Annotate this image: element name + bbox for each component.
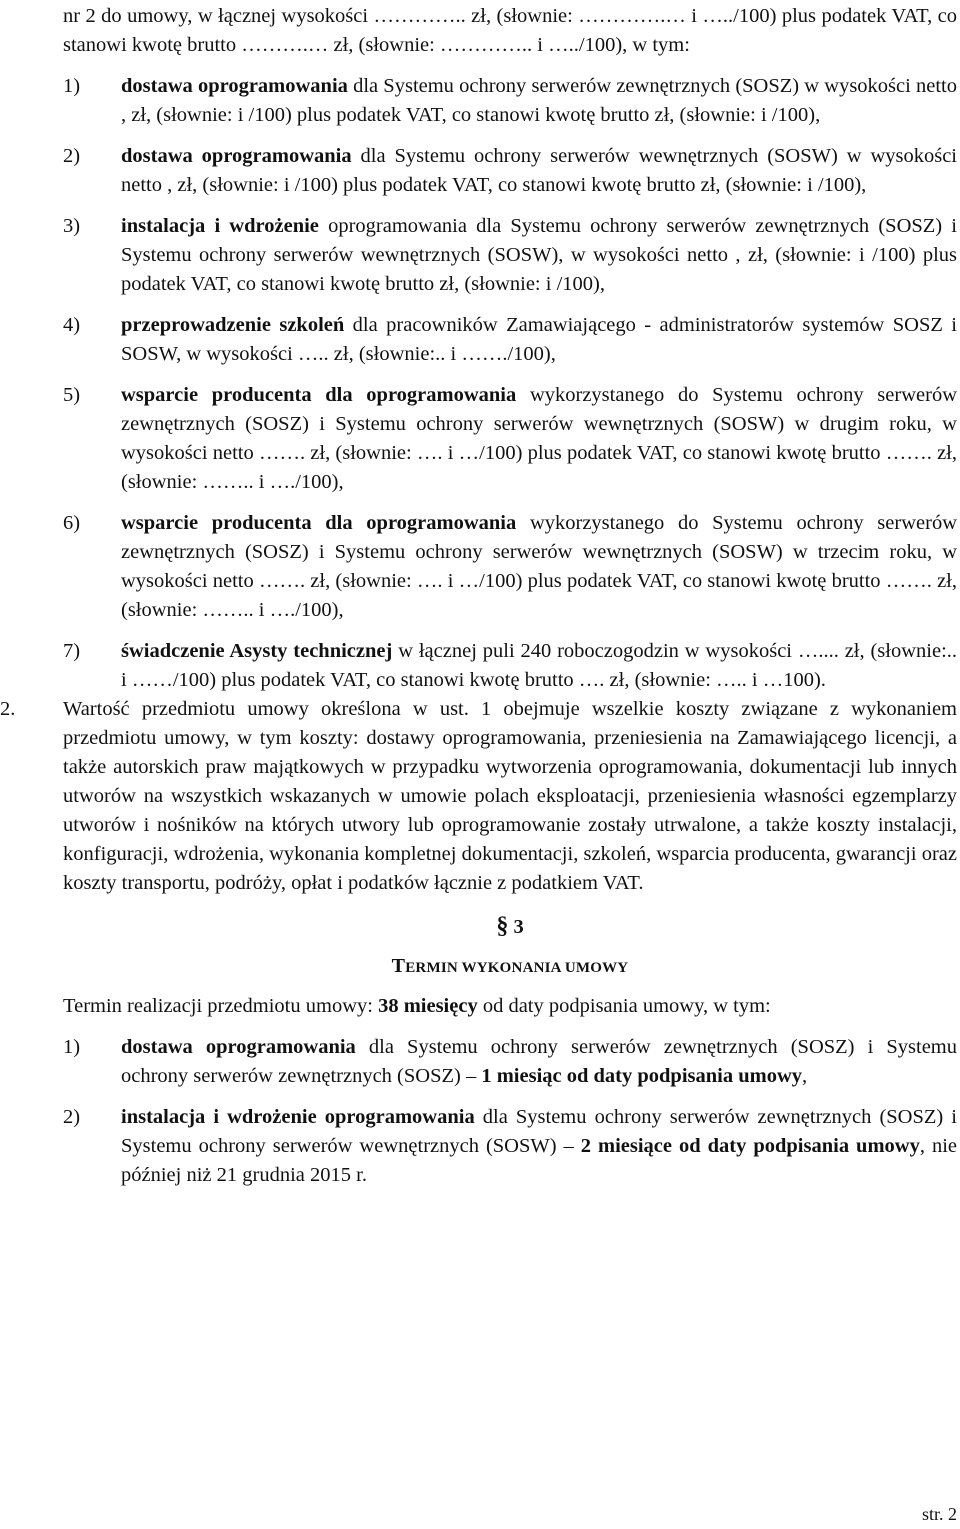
- cost-item-6: [63, 509, 957, 625]
- term-item-2: [63, 1103, 957, 1190]
- cost-item-7: [63, 637, 957, 695]
- item-deadline: 1 miesiąc od daty podpisania umowy: [481, 1065, 802, 1087]
- point-text: Wartość przedmiotu umowy określona w ust. 1 obejmuje wszelkie koszty związane z wykonaniem przedmiotu umowy, w tym koszty: dostawy oprogramowania, przeniesienia na Zamawiającego licencji, a także autorskich praw majątkowych w przypadku wytworzenia oprogramowania, dokumentacji lub innych utworów na wszystkich wskazanych w umowie polach eksploatacji, przeniesienia własności egzemplarzy utworów i nośników na których utwory lub oprogramowanie zostały utrwalone, a także koszty instalacji, konfiguracji, wdrożenia, wykonania kompletnej dokumentacji, szkoleń, wsparcia producenta, gwarancji oraz koszty transportu, podróży, opłat i podatków łącznie z podatkiem VAT.: [63, 698, 957, 894]
- cost-item-5: [63, 381, 957, 497]
- section-mark: [63, 912, 957, 942]
- item-text: w łącznej puli 240 roboczogodzin w wysokości ….... zł, (słownie:.. i ……/100) plus podatek VAT, co stanowi kwotę brutto …. zł, (słownie: ….. i …100).: [121, 640, 958, 691]
- term-item-1: [63, 1033, 957, 1091]
- item-number: 4): [63, 314, 81, 336]
- cost-item-1: [63, 72, 957, 130]
- item-number: 6): [63, 512, 81, 534]
- item-text: dla pracowników Zamawiającego - administratorów systemów SOSZ i SOSW, w wysokości ….. zł, (słownie:.. i ……./100),: [121, 314, 957, 365]
- term-lead-paragraph: [63, 992, 957, 1021]
- term-items-list: [63, 1033, 957, 1190]
- item-text: dla Systemu ochrony serwerów wewnętrznych (SOSW) w wysokości netto , zł, (słownie: i /100) plus podatek VAT, co stanowi kwotę brutto zł, (słownie: i /100),: [121, 145, 957, 196]
- item-number: 2): [63, 1106, 81, 1128]
- item-text: dla Systemu ochrony serwerów zewnętrznych (SOSZ) i Systemu ochrony serwerów zewnętrznych (SOSZ) –: [121, 1036, 957, 1087]
- item-text: wykorzystanego do Systemu ochrony serwerów zewnętrznych (SOSZ) i Systemu ochrony serwerów wewnętrznych (SOSW) w trzecim roku, w wysokości netto ……. zł, (słownie: …. i …/100) plus podatek VAT, co stanowi kwotę brutto ……. zł, (słownie: …….. i …./100),: [121, 512, 957, 621]
- item-bold-lead: przeprowadzenie szkoleń: [121, 314, 345, 336]
- item-bold-lead: wsparcie producenta dla oprogramowania: [121, 512, 517, 534]
- term-text-before: Termin realizacji przedmiotu umowy:: [63, 995, 379, 1017]
- cost-item-2: [63, 142, 957, 200]
- item-bold-lead: dostawa oprogramowania: [121, 1036, 356, 1058]
- section-sign: §: [496, 913, 509, 939]
- term-duration: 38 miesięcy: [378, 995, 478, 1017]
- heading-rest: ERMIN WYKONANIA UMOWY: [405, 960, 629, 976]
- item-bold-lead: instalacja i wdrożenie oprogramowania: [121, 1106, 475, 1128]
- intro-paragraph: nr 2 do umowy, w łącznej wysokości ………….. zł, (słownie: ………….… i …../100) plus podatek VAT, co stanowi kwotę brutto ……….… zł, (słownie: ………….. i …../100), w tym:: [63, 5, 957, 56]
- item-tail: , nie później niż 21 grudnia 2015 r.: [121, 1135, 957, 1186]
- cost-item-4: [63, 311, 957, 369]
- point-number: 2.: [0, 698, 16, 720]
- page-number: str. 2: [921, 1504, 957, 1524]
- item-bold-lead: świadczenie Asysty technicznej: [121, 640, 393, 662]
- item-text: dla Systemu ochrony serwerów zewnętrznych (SOSZ) w wysokości netto , zł, (słownie: i /100) plus podatek VAT, co stanowi kwotę brutto zł, (słownie: i /100),: [121, 75, 958, 126]
- section-number: 3: [513, 916, 524, 938]
- item-text: oprogramowania dla Systemu ochrony serwerów zewnętrznych (SOSZ) i Systemu ochrony serwerów wewnętrznych (SOSW), w wysokości netto , zł, (słownie: i /100) plus podatek VAT, co stanowi kwotę brutto zł, (słownie: i /100),: [121, 215, 957, 295]
- item-number: 3): [63, 215, 81, 237]
- item-number: 1): [63, 1036, 81, 1058]
- item-bold-lead: dostawa oprogramowania: [121, 145, 352, 167]
- heading-initial: T: [391, 955, 406, 977]
- item-number: 7): [63, 640, 81, 662]
- term-text-after: od daty podpisania umowy, w tym:: [477, 995, 771, 1017]
- cost-items-list: [63, 72, 957, 695]
- section-heading: [63, 952, 957, 983]
- item-text: wykorzystanego do Systemu ochrony serwerów zewnętrznych (SOSZ) i Systemu ochrony serwerów wewnętrznych (SOSW) w drugim roku, w wysokości netto ……. zł, (słownie: …. i …/100) plus podatek VAT, co stanowi kwotę brutto ……. zł, (słownie: …….. i …./100),: [121, 384, 957, 493]
- item-number: 5): [63, 384, 81, 406]
- item-tail: ,: [802, 1065, 808, 1087]
- cost-item-3: [63, 212, 957, 299]
- item-deadline: 2 miesiące od daty podpisania umowy: [580, 1135, 920, 1157]
- item-number: 1): [63, 75, 81, 97]
- item-text: dla Systemu ochrony serwerów zewnętrznych (SOSZ) i Systemu ochrony serwerów wewnętrznych (SOSW) –: [121, 1106, 957, 1157]
- item-bold-lead: wsparcie producenta dla oprogramowania: [121, 384, 517, 406]
- item-number: 2): [63, 145, 81, 167]
- item-bold-lead: instalacja i wdrożenie: [121, 215, 319, 237]
- paragraph-point-2: [0, 695, 957, 898]
- item-bold-lead: dostawa oprogramowania: [121, 75, 348, 97]
